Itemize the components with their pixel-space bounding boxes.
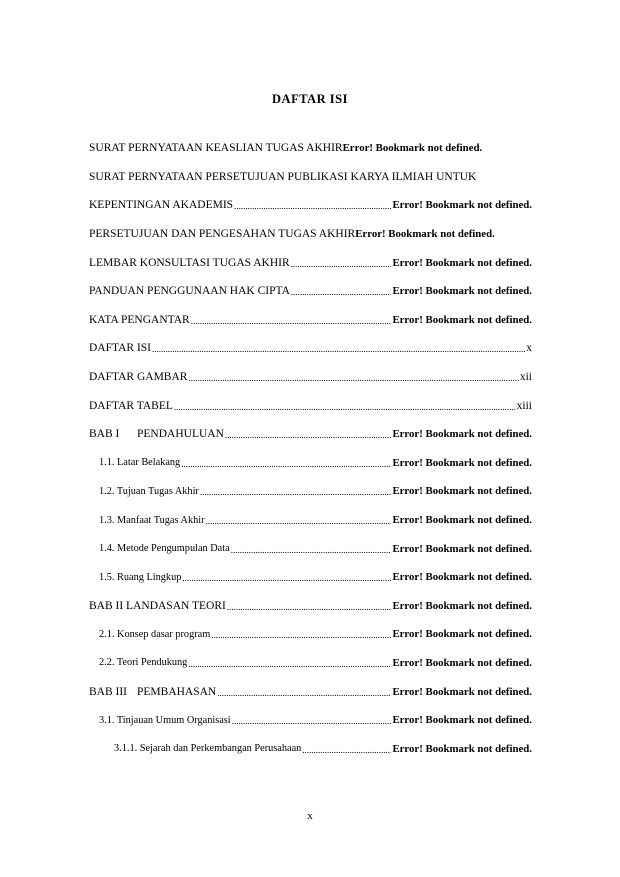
toc-leader-dots bbox=[200, 486, 392, 498]
toc-chapter-number: BAB I bbox=[89, 428, 120, 441]
toc-entry-page: Error! Bookmark not defined. bbox=[355, 228, 495, 241]
toc-entry-kepentingan-akademis[interactable] bbox=[89, 191, 532, 220]
toc-leader-dots bbox=[234, 200, 391, 212]
toc-entry-keaslian[interactable] bbox=[89, 134, 532, 163]
toc-leader-dots bbox=[206, 515, 392, 527]
toc-entry-label: DAFTAR ISI bbox=[89, 342, 152, 355]
toc-entry-page: Error! Bookmark not defined. bbox=[392, 428, 532, 441]
toc-entry-label: DAFTAR TABEL bbox=[89, 399, 173, 412]
toc-leader-dots bbox=[302, 744, 391, 756]
toc-entry-1-1[interactable] bbox=[89, 449, 532, 478]
toc-leader-dots bbox=[227, 601, 392, 613]
toc-entry-bab-1[interactable] bbox=[89, 420, 532, 449]
toc-entry-label: PERSETUJUAN DAN PENGESAHAN TUGAS AKHIR bbox=[89, 228, 356, 241]
toc-leader-dots bbox=[291, 258, 392, 270]
toc-entry-page: xii bbox=[519, 371, 532, 384]
toc-entry-label: 1.3. Manfaat Tugas Akhir bbox=[99, 514, 205, 526]
toc-entry-page: Error! Bookmark not defined. bbox=[392, 542, 532, 555]
toc-entry-label: BAB II LANDASAN TEORI bbox=[89, 599, 226, 612]
toc-leader-dots bbox=[181, 458, 391, 470]
toc-entry-2-1[interactable] bbox=[89, 620, 532, 649]
toc-entry-page: Error! Bookmark not defined. bbox=[392, 571, 532, 584]
toc-entry-label: KATA PENGANTAR bbox=[89, 313, 190, 326]
toc-entry-label bbox=[89, 686, 216, 698]
page-title: DAFTAR ISI bbox=[272, 92, 348, 106]
toc-entry-label: 3.1. Tinjauan Umum Organisasi bbox=[99, 714, 231, 726]
toc-leader-dots bbox=[231, 544, 392, 556]
toc-entry-page: xiii bbox=[516, 399, 532, 412]
toc-leader-dots bbox=[152, 343, 525, 355]
toc-entry-1-2[interactable] bbox=[89, 477, 532, 506]
toc-entry-page: Error! Bookmark not defined. bbox=[392, 485, 532, 498]
toc-leader-dots bbox=[211, 629, 391, 641]
toc-leader-dots bbox=[232, 715, 392, 727]
toc-entry-page: Error! Bookmark not defined. bbox=[392, 514, 532, 527]
toc-entry-label bbox=[89, 428, 224, 440]
toc-leader-dots bbox=[188, 658, 391, 670]
toc-leader-dots bbox=[182, 572, 391, 584]
toc-entry-label: DAFTAR GAMBAR bbox=[89, 371, 188, 384]
toc-entry-lembar-konsultasi[interactable] bbox=[89, 248, 532, 277]
toc-entry-bab-2[interactable] bbox=[89, 592, 532, 621]
toc-entry-daftar-isi[interactable] bbox=[89, 334, 532, 363]
page-number: x bbox=[307, 810, 313, 822]
toc-chapter-title: PENDAHULUAN bbox=[137, 428, 224, 441]
toc-entry-persetujuan-publikasi[interactable] bbox=[89, 163, 532, 192]
toc-entry-1-3[interactable] bbox=[89, 506, 532, 535]
toc-entry-label: LEMBAR KONSULTASI TUGAS AKHIR bbox=[89, 256, 290, 269]
toc-entry-page: Error! Bookmark not defined. bbox=[392, 628, 532, 641]
toc-entry-page: Error! Bookmark not defined. bbox=[392, 256, 532, 269]
toc-entry-page: Error! Bookmark not defined. bbox=[392, 714, 532, 727]
toc-entry-daftar-tabel[interactable] bbox=[89, 391, 532, 420]
toc-entry-label: 1.1. Latar Belakang bbox=[99, 457, 181, 469]
toc-entry-label: SURAT PERNYATAAN PERSETUJUAN PUBLIKASI KARYA ILMIAH UNTUK bbox=[89, 170, 477, 183]
toc-entry-daftar-gambar[interactable] bbox=[89, 363, 532, 392]
toc-entry-3-1-1[interactable] bbox=[89, 734, 532, 763]
toc-entry-label: 1.4. Metode Pengumpulan Data bbox=[99, 543, 230, 555]
toc-leader-dots bbox=[191, 315, 392, 327]
toc-entry-hak-cipta[interactable] bbox=[89, 277, 532, 306]
toc-leader-dots bbox=[291, 286, 392, 298]
toc-entry-3-1[interactable] bbox=[89, 706, 532, 735]
toc-entry-label: SURAT PERNYATAAN KEASLIAN TUGAS AKHIR bbox=[89, 142, 343, 155]
toc-entry-label: PANDUAN PENGGUNAAN HAK CIPTA bbox=[89, 285, 290, 298]
toc-entry-label: 1.5. Ruang Lingkup bbox=[99, 571, 182, 583]
toc-entry-label: 3.1.1. Sejarah dan Perkembangan Perusahaan bbox=[114, 743, 302, 755]
toc-entry-page: Error! Bookmark not defined. bbox=[392, 656, 532, 669]
toc-entry-pengesahan[interactable] bbox=[89, 220, 532, 249]
toc-leader-dots bbox=[225, 429, 392, 441]
toc-entry-page: Error! Bookmark not defined. bbox=[342, 142, 483, 155]
toc-leader-dots bbox=[174, 401, 516, 413]
toc-entry-bab-3[interactable] bbox=[89, 677, 532, 706]
toc-leader-dots bbox=[188, 372, 518, 384]
toc-entry-1-5[interactable] bbox=[89, 563, 532, 592]
toc-entry-label: 1.2. Tujuan Tugas Akhir bbox=[99, 485, 199, 497]
toc-entry-page: Error! Bookmark not defined. bbox=[392, 599, 532, 612]
toc-entry-page: x bbox=[526, 342, 532, 355]
toc-chapter-title: PEMBAHASAN bbox=[137, 685, 217, 698]
toc-entry-page: Error! Bookmark not defined. bbox=[392, 742, 532, 755]
toc-entry-kata-pengantar[interactable] bbox=[89, 306, 532, 335]
toc-entry-page: Error! Bookmark not defined. bbox=[392, 285, 532, 298]
toc-entry-page: Error! Bookmark not defined. bbox=[392, 685, 532, 698]
table-of-contents bbox=[89, 134, 532, 763]
toc-entry-2-2[interactable] bbox=[89, 649, 532, 678]
toc-chapter-number: BAB III bbox=[89, 685, 128, 698]
toc-entry-page: Error! Bookmark not defined. bbox=[392, 199, 532, 212]
toc-entry-label: 2.1. Konsep dasar program bbox=[99, 628, 211, 640]
toc-entry-page: Error! Bookmark not defined. bbox=[392, 456, 532, 469]
toc-leader-dots bbox=[217, 687, 391, 699]
toc-entry-page: Error! Bookmark not defined. bbox=[392, 313, 532, 326]
toc-entry-label: KEPENTINGAN AKADEMIS bbox=[89, 199, 234, 212]
toc-entry-label: 2.2. Teori Pendukung bbox=[99, 657, 188, 669]
toc-entry-1-4[interactable] bbox=[89, 534, 532, 563]
